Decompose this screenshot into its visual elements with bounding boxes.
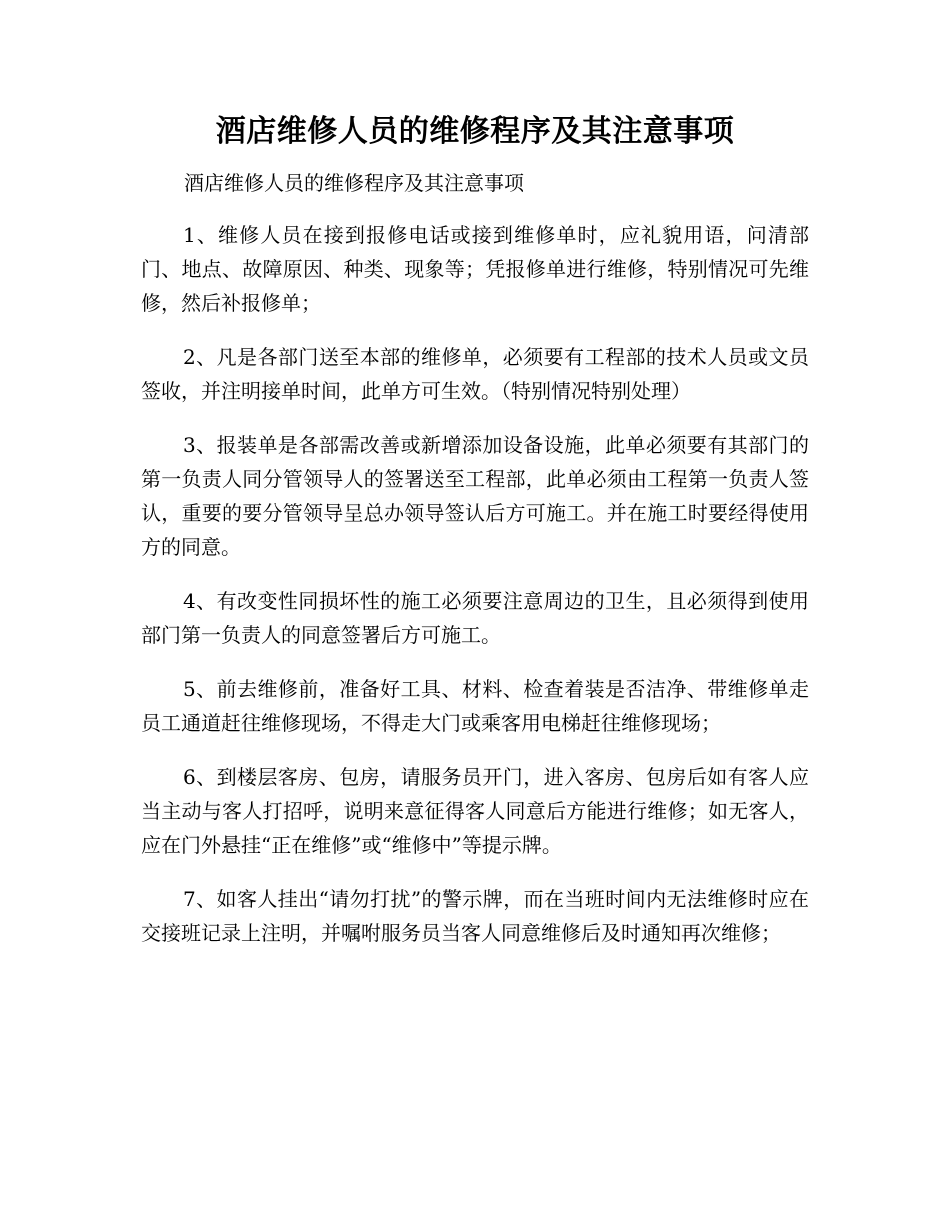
document-body [141, 218, 809, 970]
paragraph-7: 7、如客人挂出“请勿打扰”的警示牌，而在当班时间内无法维修时应在交接班记录上注明，并嘱咐服务员当客人同意维修后及时通知再次维修； [141, 887, 809, 945]
document-subtitle: 酒店维修人员的维修程序及其注意事项 [184, 171, 524, 195]
document-title: 酒店维修人员的维修程序及其注意事项 [215, 114, 735, 149]
paragraph-4: 4、有改变性同损坏性的施工必须要注意周边的卫生，且必须得到使用部门第一负责人的同意签署后方可施工。 [141, 589, 809, 647]
paragraph-5: 5、前去维修前，准备好工具、材料、检查着装是否洁净、带维修单走员工通道赶往维修现场，不得走大门或乘客用电梯赶往维修现场； [141, 677, 809, 735]
paragraph-2: 2、凡是各部门送至本部的维修单，必须要有工程部的技术人员或文员签收，并注明接单时间，此单方可生效。（特别情况特别处理） [141, 345, 809, 403]
paragraph-3: 3、报装单是各部需改善或新增添加设备设施，此单必须要有其部门的第一负责人同分管领导人的签署送至工程部，此单必须由工程第一负责人签认，重要的要分管领导呈总办领导签认后方可施工。并在施工时要经得使用方的同意。 [141, 433, 809, 559]
paragraph-6: 6、到楼层客房、包房，请服务员开门，进入客房、包房后如有客人应当主动与客人打招呼，说明来意征得客人同意后方能进行维修；如无客人，应在门外悬挂“正在维修”或“维修中”等提示牌。 [141, 765, 809, 857]
paragraph-1: 1、维修人员在接到报修电话或接到维修单时，应礼貌用语，问清部门、地点、故障原因、种类、现象等；凭报修单进行维修，特别情况可先维修，然后补报修单； [141, 223, 809, 315]
